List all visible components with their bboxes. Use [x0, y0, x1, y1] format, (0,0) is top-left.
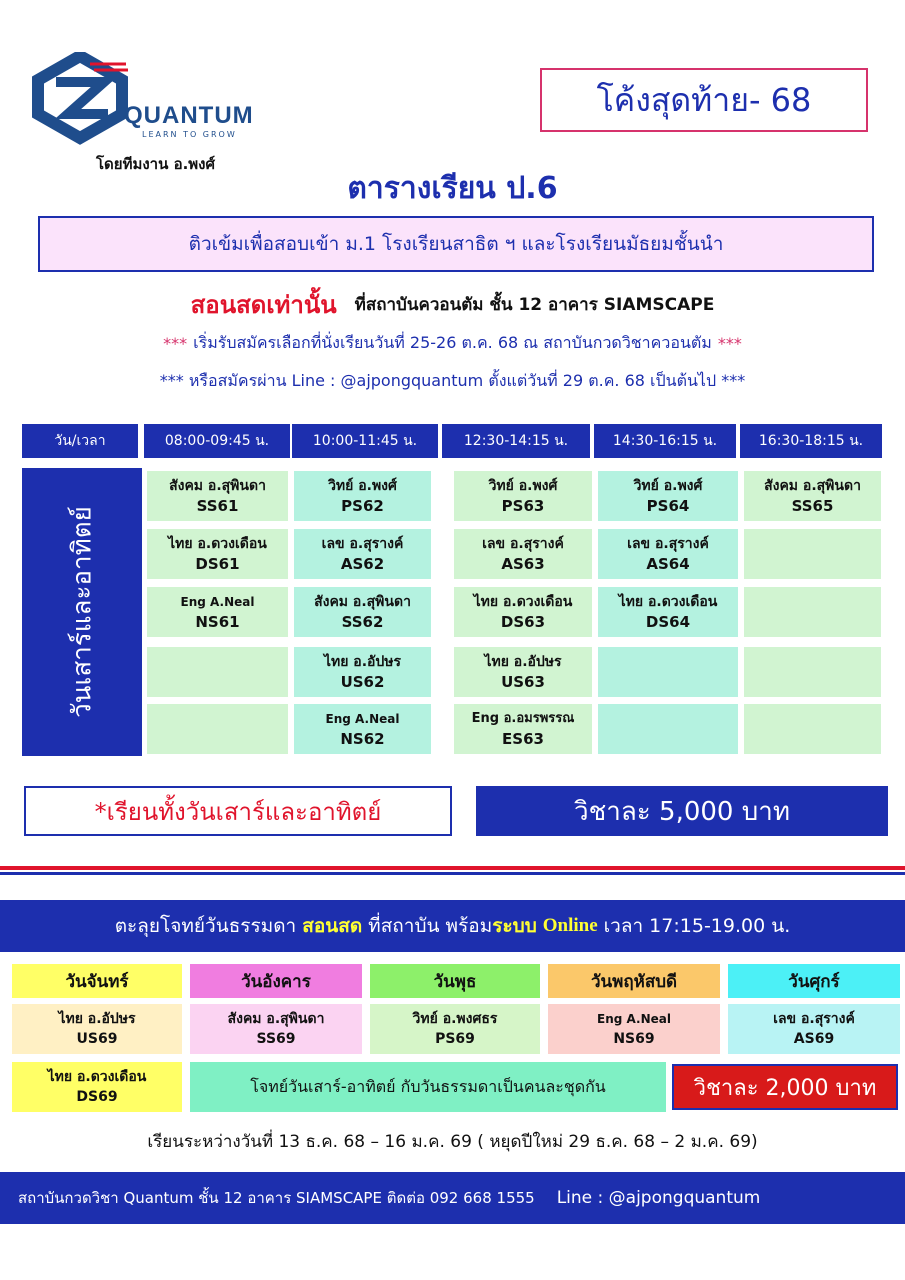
quantum-logo: [30, 52, 254, 152]
slot-subject: เลข อ.สุรางค์: [627, 536, 709, 552]
slot-code: SS61: [196, 497, 239, 515]
weekday-slot-tue: [190, 1004, 362, 1054]
slot-subject: ไทย อ.อัปษร: [323, 654, 402, 670]
slot-code: DS69: [76, 1089, 118, 1105]
weekday-note: โจทย์วันเสาร์-อาทิตย์ กับวันธรรมดาเป็นคนละชุดกัน: [190, 1062, 666, 1112]
slot-c5-r1: [744, 471, 881, 521]
banner-system: ระบบ: [492, 915, 537, 937]
slot-code: NS61: [195, 613, 240, 631]
weekend-price-box: วิชาละ 5,000 บาท: [476, 786, 888, 836]
slot-subject: วิทย์ อ.พงศ์: [328, 478, 397, 494]
slot-c5-r4: [744, 647, 881, 697]
header-time-4: 14:30-16:15 น.: [594, 424, 736, 458]
slot-c3-r5: [454, 704, 592, 754]
slot-subject: ไทย อ.ดวงเดือน: [618, 594, 718, 610]
logo-text: QUANTUM: [124, 102, 254, 129]
slot-c1-r3: [147, 587, 288, 637]
quantum-logo-icon: [30, 52, 130, 148]
slot-c2-r2: [294, 529, 431, 579]
live-only-label: สอนสดเท่านั้น: [190, 290, 337, 319]
slot-c5-r5: [744, 704, 881, 754]
day-header-thu: วันพฤหัสบดี: [548, 964, 720, 998]
slot-code: DS61: [195, 555, 240, 573]
slot-c2-r1: [294, 471, 431, 521]
slot-subject: สังคม อ.สุพินดา: [227, 1011, 325, 1027]
slot-subject: Eng A.Neal: [180, 595, 255, 609]
slot-c1-r2: [147, 529, 288, 579]
notice-line-signup: *** หรือสมัครผ่าน Line : @ajpongquantum ตั้งแต่วันที่ 29 ต.ค. 68 เป็นต้นไป ***: [159, 370, 746, 390]
header-time-5: 16:30-18:15 น.: [740, 424, 882, 458]
page-title: ตารางเรียน ป.6: [347, 170, 558, 206]
slot-code: PS69: [435, 1031, 475, 1047]
slot-code: US63: [501, 673, 545, 691]
slot-code: US69: [76, 1031, 118, 1047]
slot-c4-r1: [598, 471, 738, 521]
day-header-mon: วันจันทร์: [12, 964, 182, 998]
banner-part1: ตะลุยโจทย์วันธรรมดา: [114, 915, 297, 937]
slot-code: AS69: [793, 1031, 835, 1047]
slot-c3-r4: [454, 647, 592, 697]
banner-online: Online: [542, 915, 598, 936]
slot-code: ES63: [502, 730, 544, 748]
byline: โดยทีมงาน อ.พงศ์: [96, 155, 216, 173]
banner-live: สอนสด: [302, 915, 363, 937]
divider-navy: [0, 872, 905, 875]
day-header-wed: วันพุธ: [370, 964, 540, 998]
slot-subject: เลข อ.สุรางค์: [773, 1011, 855, 1027]
slot-code: NS62: [340, 730, 385, 748]
slot-subject: ไทย อ.ดวงเดือน: [47, 1069, 147, 1085]
header-time-2: 10:00-11:45 น.: [292, 424, 438, 458]
slot-c1-r4: [147, 647, 288, 697]
final-stretch-badge: โค้งสุดท้าย- 68: [540, 68, 868, 132]
schedule-dates: เรียนระหว่างวันที่ 13 ธ.ค. 68 – 16 ม.ค. 69 ( หยุดปีใหม่ 29 ธ.ค. 68 – 2 ม.ค. 69): [147, 1131, 758, 1152]
slot-c3-r3: [454, 587, 592, 637]
weekend-note-box: *เรียนทั้งวันเสาร์และอาทิตย์: [24, 786, 452, 836]
slot-c5-r2: [744, 529, 881, 579]
slot-subject: วิทย์ อ.พงศ์: [633, 478, 703, 494]
slot-c4-r5: [598, 704, 738, 754]
slot-code: US62: [340, 673, 385, 691]
slot-subject: สังคม อ.สุพินดา: [764, 478, 861, 494]
header-time-1: 08:00-09:45 น.: [144, 424, 290, 458]
slot-subject: ไทย อ.ดวงเดือน: [168, 536, 267, 552]
slot-code: PS62: [341, 497, 384, 515]
slot-c2-r4: [294, 647, 431, 697]
header-corner: วัน/เวลา: [22, 424, 138, 458]
slot-code: AS64: [646, 555, 690, 573]
notice-registration-text: เริ่มรับสมัครเลือกที่นั่งเรียนวันที่ 25-26 ต.ค. 68 ณ สถาบันกวดวิชาควอนตัม: [193, 332, 712, 352]
weekday-slot-thu: [548, 1004, 720, 1054]
slot-code: AS63: [501, 555, 545, 573]
slot-c5-r3: [744, 587, 881, 637]
slot-code: SS65: [791, 497, 834, 515]
slot-c2-r3: [294, 587, 431, 637]
slot-c3-r2: [454, 529, 592, 579]
weekday-price-box: วิชาละ 2,000 บาท: [672, 1064, 898, 1110]
slot-subject: ไทย อ.ดวงเดือน: [473, 594, 573, 610]
live-location-line: [0, 286, 905, 322]
slot-subject: สังคม อ.สุพินดา: [314, 594, 411, 610]
weekend-day-label-text: วันเสาร์และอาทิตย์: [67, 506, 98, 718]
slot-code: PS64: [646, 497, 690, 515]
slot-subject: วิทย์ อ.พงศธร: [412, 1011, 498, 1027]
slot-c3-r1: [454, 471, 592, 521]
slot-code: SS69: [256, 1031, 296, 1047]
slot-subject: Eng อ.อมรพรรณ: [471, 711, 575, 726]
notice-stars-right: ***: [717, 333, 742, 353]
banner-part3: เวลา 17:15-19.00 น.: [603, 915, 791, 937]
notice-registration: [0, 328, 905, 358]
weekday-banner: [0, 900, 905, 952]
weekday-slot-extra: [12, 1062, 182, 1112]
slot-subject: สังคม อ.สุพินดา: [169, 478, 266, 494]
weekday-slot-fri: [728, 1004, 900, 1054]
slot-subject: เลข อ.สุรางค์: [321, 536, 404, 552]
footer-contact: สถาบันกวดวิชา Quantum ชั้น 12 อาคาร SIAMSCAPE ติดต่อ 092 668 1555: [18, 1189, 535, 1207]
day-header-fri: วันศุกร์: [728, 964, 900, 998]
slot-c4-r2: [598, 529, 738, 579]
divider-red: [0, 866, 905, 870]
footer-bar: [0, 1172, 905, 1224]
slot-subject: Eng A.Neal: [597, 1012, 671, 1026]
header-time-3: 12:30-14:15 น.: [442, 424, 590, 458]
slot-subject: ไทย อ.อัปษร: [484, 654, 562, 670]
slot-c4-r4: [598, 647, 738, 697]
slot-code: PS63: [501, 497, 545, 515]
slot-code: DS64: [645, 613, 691, 631]
slot-subject: เลข อ.สุรางค์: [482, 536, 564, 552]
slot-code: DS63: [500, 613, 546, 631]
slot-c2-r5: [294, 704, 431, 754]
footer-line: Line : @ajpongquantum: [556, 1188, 761, 1208]
slot-subject: Eng A.Neal: [325, 712, 400, 726]
slot-code: AS62: [340, 555, 385, 573]
slot-subject: วิทย์ อ.พงศ์: [488, 478, 558, 494]
slot-code: NS69: [613, 1031, 655, 1047]
location-text: ที่สถาบันควอนตัม ชั้น 12 อาคาร SIAMSCAPE: [354, 294, 715, 315]
slot-code: SS62: [341, 613, 384, 631]
logo-tagline: LEARN TO GROW: [142, 130, 237, 139]
weekday-slot-wed: [370, 1004, 540, 1054]
subtitle-box: ติวเข้มเพื่อสอบเข้า ม.1 โรงเรียนสาธิต ฯ และโรงเรียนมัธยมชั้นนำ: [38, 216, 874, 272]
banner-part2: ที่สถาบัน พร้อม: [368, 915, 493, 937]
slot-c1-r5: [147, 704, 288, 754]
day-header-tue: วันอังคาร: [190, 964, 362, 998]
notice-stars-left: ***: [163, 333, 188, 353]
slot-c1-r1: [147, 471, 288, 521]
slot-subject: ไทย อ.อัปษร: [58, 1011, 136, 1027]
weekend-day-label: [22, 468, 142, 756]
slot-c4-r3: [598, 587, 738, 637]
weekday-slot-mon: [12, 1004, 182, 1054]
